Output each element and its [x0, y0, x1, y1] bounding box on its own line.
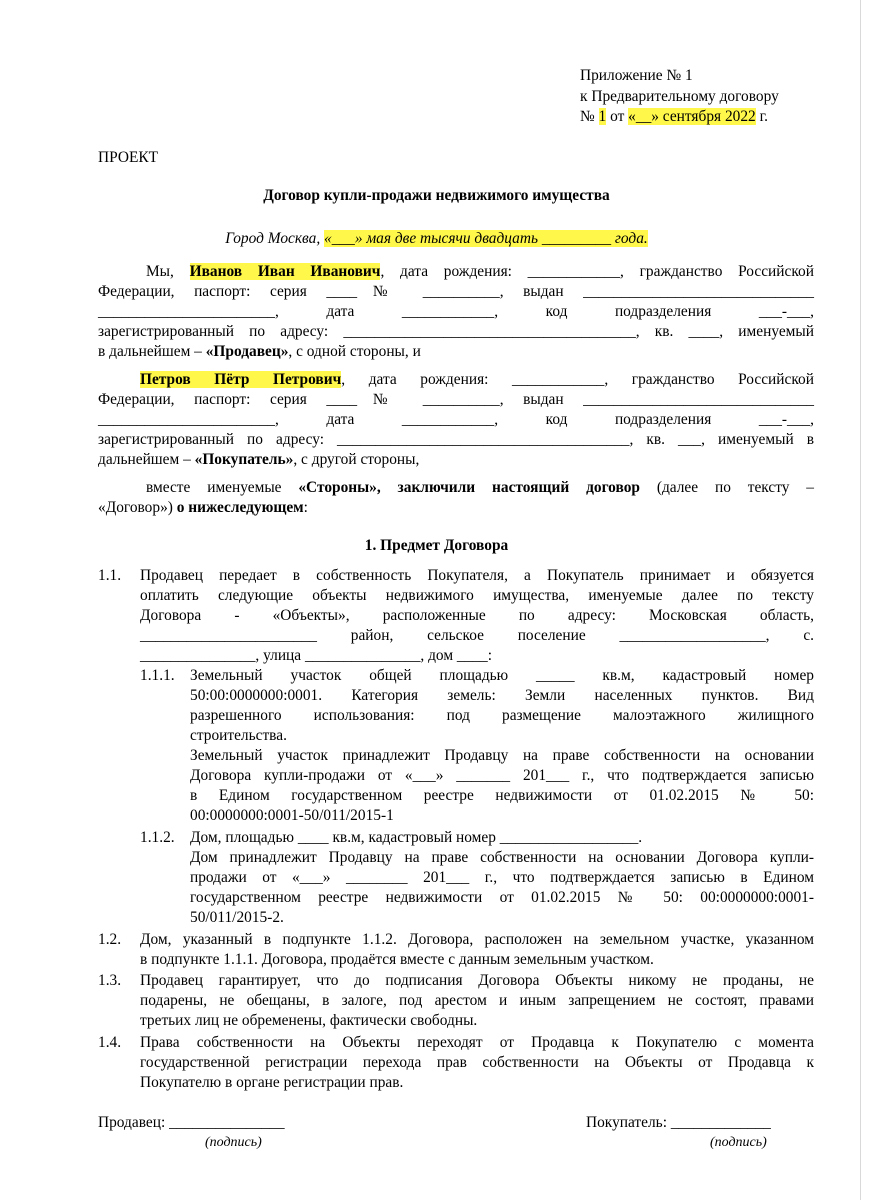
- clause-1-3-line-3: третьих лиц не обременены, фактически свободны.: [140, 1012, 478, 1029]
- clause-1-4-line-3: Покупателю в органе регистрации прав.: [140, 1074, 404, 1091]
- seller-line-1: Мы, Иванов Иван Иванович, дата рождения: ____________, гражданство Российской: [146, 263, 814, 280]
- seller-signature-caption: (подпись): [205, 1135, 262, 1150]
- clause-1-1-number: 1.1.: [98, 567, 122, 584]
- buyer-line-5: дальнейшем – «Покупатель», с другой стороны,: [98, 451, 420, 468]
- clause-1-4-line-1: Права собственности на Объекты переходят от Продавца к Покупателю с момента: [140, 1034, 814, 1051]
- clause-1-3-line-1: Продавец гарантирует, что до подписания Договора Объекты никому не проданы, не: [140, 972, 814, 989]
- section-1-title: 1. Предмет Договора: [364, 537, 509, 554]
- clause-1-1-line-3: Договора - «Объекты», расположенные по адресу: Московская область,: [140, 607, 814, 624]
- buyer-line-2: Федерации, паспорт: серия ____№ __________, выдан ______________________________: [98, 391, 814, 408]
- document-title: Договор купли-продажи недвижимого имущества: [263, 187, 610, 204]
- city-date-highlight: «___» мая две тысячи двадцать _________ года.: [324, 230, 648, 247]
- clause-1-1-2-line-1: Дом, площадью ____ кв.м, кадастровый номер __________________.: [190, 829, 643, 846]
- clause-1-1-1-number: 1.1.1.: [140, 667, 175, 684]
- clause-1-1-1-line-3: разрешенного использования: под размещение малоэтажного жилищного: [190, 707, 814, 724]
- clause-1-1-1-line-6: Договора купли-продажи от «___» _______ 201___ г., что подтверждается записью: [190, 767, 814, 784]
- appendix-line-1: Приложение № 1: [580, 67, 693, 84]
- clause-1-3-number: 1.3.: [98, 972, 122, 989]
- page-edge: [860, 0, 861, 1200]
- buyer-line-3: _______________________, дата ____________, код подразделения ___-___,: [98, 411, 814, 428]
- buyer-signature-line: Покупатель: _____________: [586, 1114, 771, 1131]
- buyer-line-1: Петров Пётр Петрович, дата рождения: ____________, гражданство Российской: [140, 371, 814, 388]
- together-line-2: «Договор») о нижеследующем:: [98, 499, 308, 516]
- seller-line-3: _______________________, дата ____________, код подразделения ___-___,: [98, 303, 814, 320]
- seller-line-4: зарегистрированный по адресу: ______________________________________, кв. ____, именуемый: [98, 323, 814, 340]
- appendix-line-2: к Предварительному договору: [580, 88, 779, 105]
- together-line-1: вместе именуемые «Стороны», заключили настоящий договор (далее по тексту –: [146, 479, 815, 496]
- buyer-name-highlight: Петров Пётр Петрович: [140, 371, 342, 388]
- clause-1-2-number: 1.2.: [98, 931, 122, 948]
- clause-1-1-line-2: оплатить следующие объекты недвижимого имущества, именуемые далее по тексту: [140, 587, 814, 604]
- contract-number-highlight: 1: [598, 108, 607, 125]
- clause-1-1-1-line-5: Земельный участок принадлежит Продавцу на праве собственности на основании: [190, 747, 814, 764]
- clause-1-1-line-1: Продавец передает в собственность Покупателя, а Покупатель принимает и обязуется: [140, 567, 814, 584]
- seller-name-highlight: Иванов Иван Иванович: [189, 263, 381, 280]
- clause-1-1-1-line-4: строительства.: [190, 727, 287, 744]
- clause-1-1-1-line-8: 00:0000000:0001-50/011/2015-1: [190, 807, 394, 824]
- clause-1-2-line-2: в подпункте 1.1.1. Договора, продаётся вместе с данным земельным участком.: [140, 951, 654, 968]
- clause-1-1-line-5: _______________, улица _______________, дом ____:: [140, 647, 492, 664]
- clause-1-1-1-line-7: в Едином государственном реестре недвижимости от 01.02.2015 № 50:: [190, 787, 814, 804]
- clause-1-1-2-line-3: продажи от «___» ________ 201___ г., что подтверждается записью в Едином: [190, 869, 814, 886]
- contract-date-highlight: «__» сентября 2022: [628, 108, 756, 125]
- city-date-line: Город Москва, «___» мая две тысячи двадцать _________ года.: [225, 230, 648, 247]
- clause-1-2-line-1: Дом, указанный в подпункте 1.1.2. Договора, расположен на земельном участке, указанном: [140, 931, 814, 948]
- buyer-line-4: зарегистрированный по адресу: ______________________________________, кв. ___, именуемый в: [98, 431, 814, 448]
- seller-signature-line: Продавец: _______________: [98, 1114, 285, 1131]
- clause-1-1-2-line-4: государственном реестре недвижимости от 01.02.2015 № 50: 00:0000000:0001-: [190, 889, 814, 906]
- clause-1-4-number: 1.4.: [98, 1034, 122, 1051]
- clause-1-1-1-line-2: 50:00:0000000:0001. Категория земель: Земли населенных пунктов. Вид: [190, 687, 814, 704]
- clause-1-1-2-number: 1.1.2.: [140, 829, 175, 846]
- clause-1-3-line-2: подарены, не обещаны, в залоге, под арестом и иным запрещением не состоят, правами: [140, 992, 814, 1009]
- clause-1-4-line-2: государственной регистрации перехода прав собственности на Объекты от Продавца к: [140, 1054, 814, 1071]
- clause-1-1-2-line-2: Дом принадлежит Продавцу на праве собственности на основании Договора купли-: [190, 849, 814, 866]
- project-label: ПРОЕКТ: [98, 149, 159, 166]
- appendix-line-3: № 1 от «__» сентября 2022 г.: [580, 108, 769, 125]
- buyer-signature-caption: (подпись): [710, 1135, 767, 1150]
- clause-1-1-2-line-5: 50/011/2015-2.: [190, 909, 284, 926]
- clause-1-1-1-line-1: Земельный участок общей площадью _____ кв.м, кадастровый номер: [190, 667, 814, 684]
- seller-line-5: в дальнейшем – «Продавец», с одной стороны, и: [98, 343, 421, 360]
- seller-line-2: Федерации, паспорт: серия ____№ __________, выдан ______________________________: [98, 283, 814, 300]
- clause-1-1-line-4: _______________________ район, сельское поселение ___________________, с.: [140, 627, 814, 644]
